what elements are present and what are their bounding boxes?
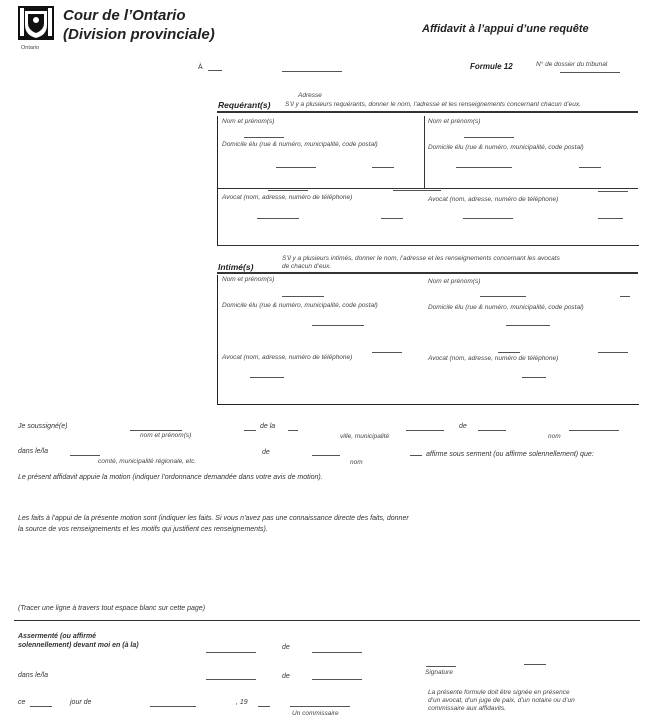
sworn-label-line2: solennellement) devant moi en (à la) <box>18 642 139 649</box>
applicant-name-left: Nom et prénom(s) <box>222 118 275 125</box>
court-name-line2: (Division provinciale) <box>63 26 215 43</box>
file-number-label: N° de dossier du tribunal <box>536 61 608 68</box>
applicant-divider <box>424 116 425 188</box>
blank-line <box>268 190 308 191</box>
location-prefix: À <box>198 64 203 71</box>
name-caption-2: nom <box>548 433 561 440</box>
body-bottom-rule <box>14 620 640 621</box>
blank-space-note: (Tracer une ligne à travers tout espace blanc sur cette page) <box>18 605 206 612</box>
address-blank <box>282 71 342 72</box>
name-caption: nom et prénom(s) <box>140 432 192 439</box>
of-label-2: de <box>262 449 270 456</box>
footer-of-b: de <box>282 673 290 680</box>
region-caption: comté, municipalité régionale, etc. <box>98 458 197 465</box>
applicant-name-right: Nom et prénom(s) <box>428 118 481 125</box>
respondent-address-left: Domicile élu (rue & numéro, municipalité, code postal) <box>222 302 378 309</box>
blank-line <box>282 296 324 297</box>
blank-line <box>410 455 422 456</box>
blank-line <box>312 652 362 653</box>
blank-line <box>257 218 299 219</box>
blank-line <box>498 352 520 353</box>
blank-line <box>130 430 182 431</box>
blank-line <box>276 167 316 168</box>
respondent-heading: Intimé(s) <box>218 262 254 272</box>
blank-line <box>426 666 456 667</box>
respondent-lawyer-left: Avocat (nom, adresse, numéro de téléphone) <box>222 354 353 361</box>
address-caption: Adresse <box>298 92 322 99</box>
respondent-top-rule <box>217 272 638 274</box>
applicant-mid-rule <box>217 188 638 189</box>
location-blank <box>208 70 222 71</box>
blank-line <box>30 706 52 707</box>
blank-line <box>244 137 284 138</box>
blank-line <box>569 430 619 431</box>
respondent-instruction-line1: S’il y a plusieurs intimés, donner le nom, l’adresse et les renseignements concernant les avocats <box>282 255 560 262</box>
blank-line <box>381 218 403 219</box>
applicant-instruction: S’il y a plusieurs requérants, donner le nom, l’adresse et les renseignements concernant chacun d’eux. <box>285 101 581 108</box>
blank-line <box>206 652 256 653</box>
blank-line <box>258 706 270 707</box>
sworn-label-line1: Assermenté (ou affirmé <box>18 633 97 640</box>
applicant-address-right: Domicile élu (rue & numéro, municipalité, code postal) <box>428 144 584 151</box>
blank-line <box>70 455 100 456</box>
respondent-name-left: Nom et prénom(s) <box>222 276 275 283</box>
form-number: Formule 12 <box>470 62 513 71</box>
facts-instruction-line1: Les faits à l’appui de la présente motion sont (indiquer les faits. Si vous n’avez pas une connaissance directe des faits, donner <box>18 515 409 522</box>
undersigned-label: Je soussigné(e) <box>18 423 68 430</box>
facts-instruction-line2: la source de vos renseignements et les motifs qui justifient ces renseignements). <box>18 526 268 533</box>
ontario-crest-icon <box>17 5 55 45</box>
blank-line <box>598 191 628 192</box>
blank-line <box>312 325 364 326</box>
blank-line <box>393 190 441 191</box>
applicant-lawyer-left: Avocat (nom, adresse, numéro de téléphone) <box>222 194 353 201</box>
name-caption-3: nom <box>350 459 363 466</box>
blank-line <box>579 167 601 168</box>
commissioner-label: Un commissaire <box>292 710 339 717</box>
signing-note-line3: commissaire aux affidavits. <box>428 705 507 712</box>
respondent-name-right: Nom et prénom(s) <box>428 278 481 285</box>
day-prefix: ce <box>18 699 26 706</box>
blank-line <box>312 679 362 680</box>
in-the-label: dans le/la <box>18 448 48 455</box>
blank-line <box>312 455 340 456</box>
applicant-top-rule <box>217 111 638 113</box>
court-name-line1: Cour de l’Ontario <box>63 7 186 24</box>
blank-line <box>480 296 526 297</box>
blank-line <box>522 377 546 378</box>
applicant-heading: Requérant(s) <box>218 100 271 110</box>
applicant-address-left: Domicile élu (rue & numéro, municipalité, code postal) <box>222 141 378 148</box>
applicant-box <box>217 116 639 246</box>
file-number-blank <box>560 72 620 73</box>
blank-line <box>456 167 512 168</box>
blank-line <box>464 137 514 138</box>
blank-line <box>372 352 402 353</box>
crest-caption: Ontario <box>21 45 40 51</box>
signature-label: Signature <box>425 669 453 676</box>
blank-line <box>290 706 350 707</box>
of-label: de <box>459 423 467 430</box>
blank-line <box>620 296 630 297</box>
support-text: Le présent affidavit appuie la motion (indiquer l’ordonnance demandée dans votre avis de motion). <box>18 474 323 481</box>
affirm-text: affirme sous serment (ou affirme solennellement) que: <box>426 451 594 458</box>
respondent-instruction-line2: de chacun d’eux. <box>282 263 332 270</box>
blank-line <box>150 706 196 707</box>
blank-line <box>244 430 256 431</box>
blank-line <box>406 430 444 431</box>
respondent-lawyer-right: Avocat (nom, adresse, numéro de téléphone) <box>428 355 559 362</box>
of-the-label: de la <box>260 423 276 430</box>
blank-line <box>206 679 256 680</box>
document-title: Affidavit à l’appui d’une requête <box>422 23 589 35</box>
day-of-label: jour de <box>70 699 92 706</box>
signing-note-line1: La présente formule doit être signée en présence <box>428 689 570 696</box>
footer-in-the: dans le/la <box>18 672 48 679</box>
blank-line <box>524 664 546 665</box>
blank-line <box>372 167 394 168</box>
blank-line <box>463 218 513 219</box>
footer-of-a: de <box>282 644 290 651</box>
year-prefix: , 19 <box>236 699 248 706</box>
blank-line <box>250 377 284 378</box>
signing-note-line2: d’un avocat, d’un juge de paix, d’un notaire ou d’un <box>428 697 575 704</box>
applicant-lawyer-right: Avocat (nom, adresse, numéro de téléphone) <box>428 196 559 203</box>
blank-line <box>288 430 298 431</box>
blank-line <box>598 218 623 219</box>
respondent-box <box>217 275 639 405</box>
respondent-address-right: Domicile élu (rue & numéro, municipalité, code postal) <box>428 304 584 311</box>
city-caption: ville, municipalité <box>340 433 390 440</box>
blank-line <box>478 430 506 431</box>
blank-line <box>598 352 628 353</box>
blank-line <box>506 325 550 326</box>
